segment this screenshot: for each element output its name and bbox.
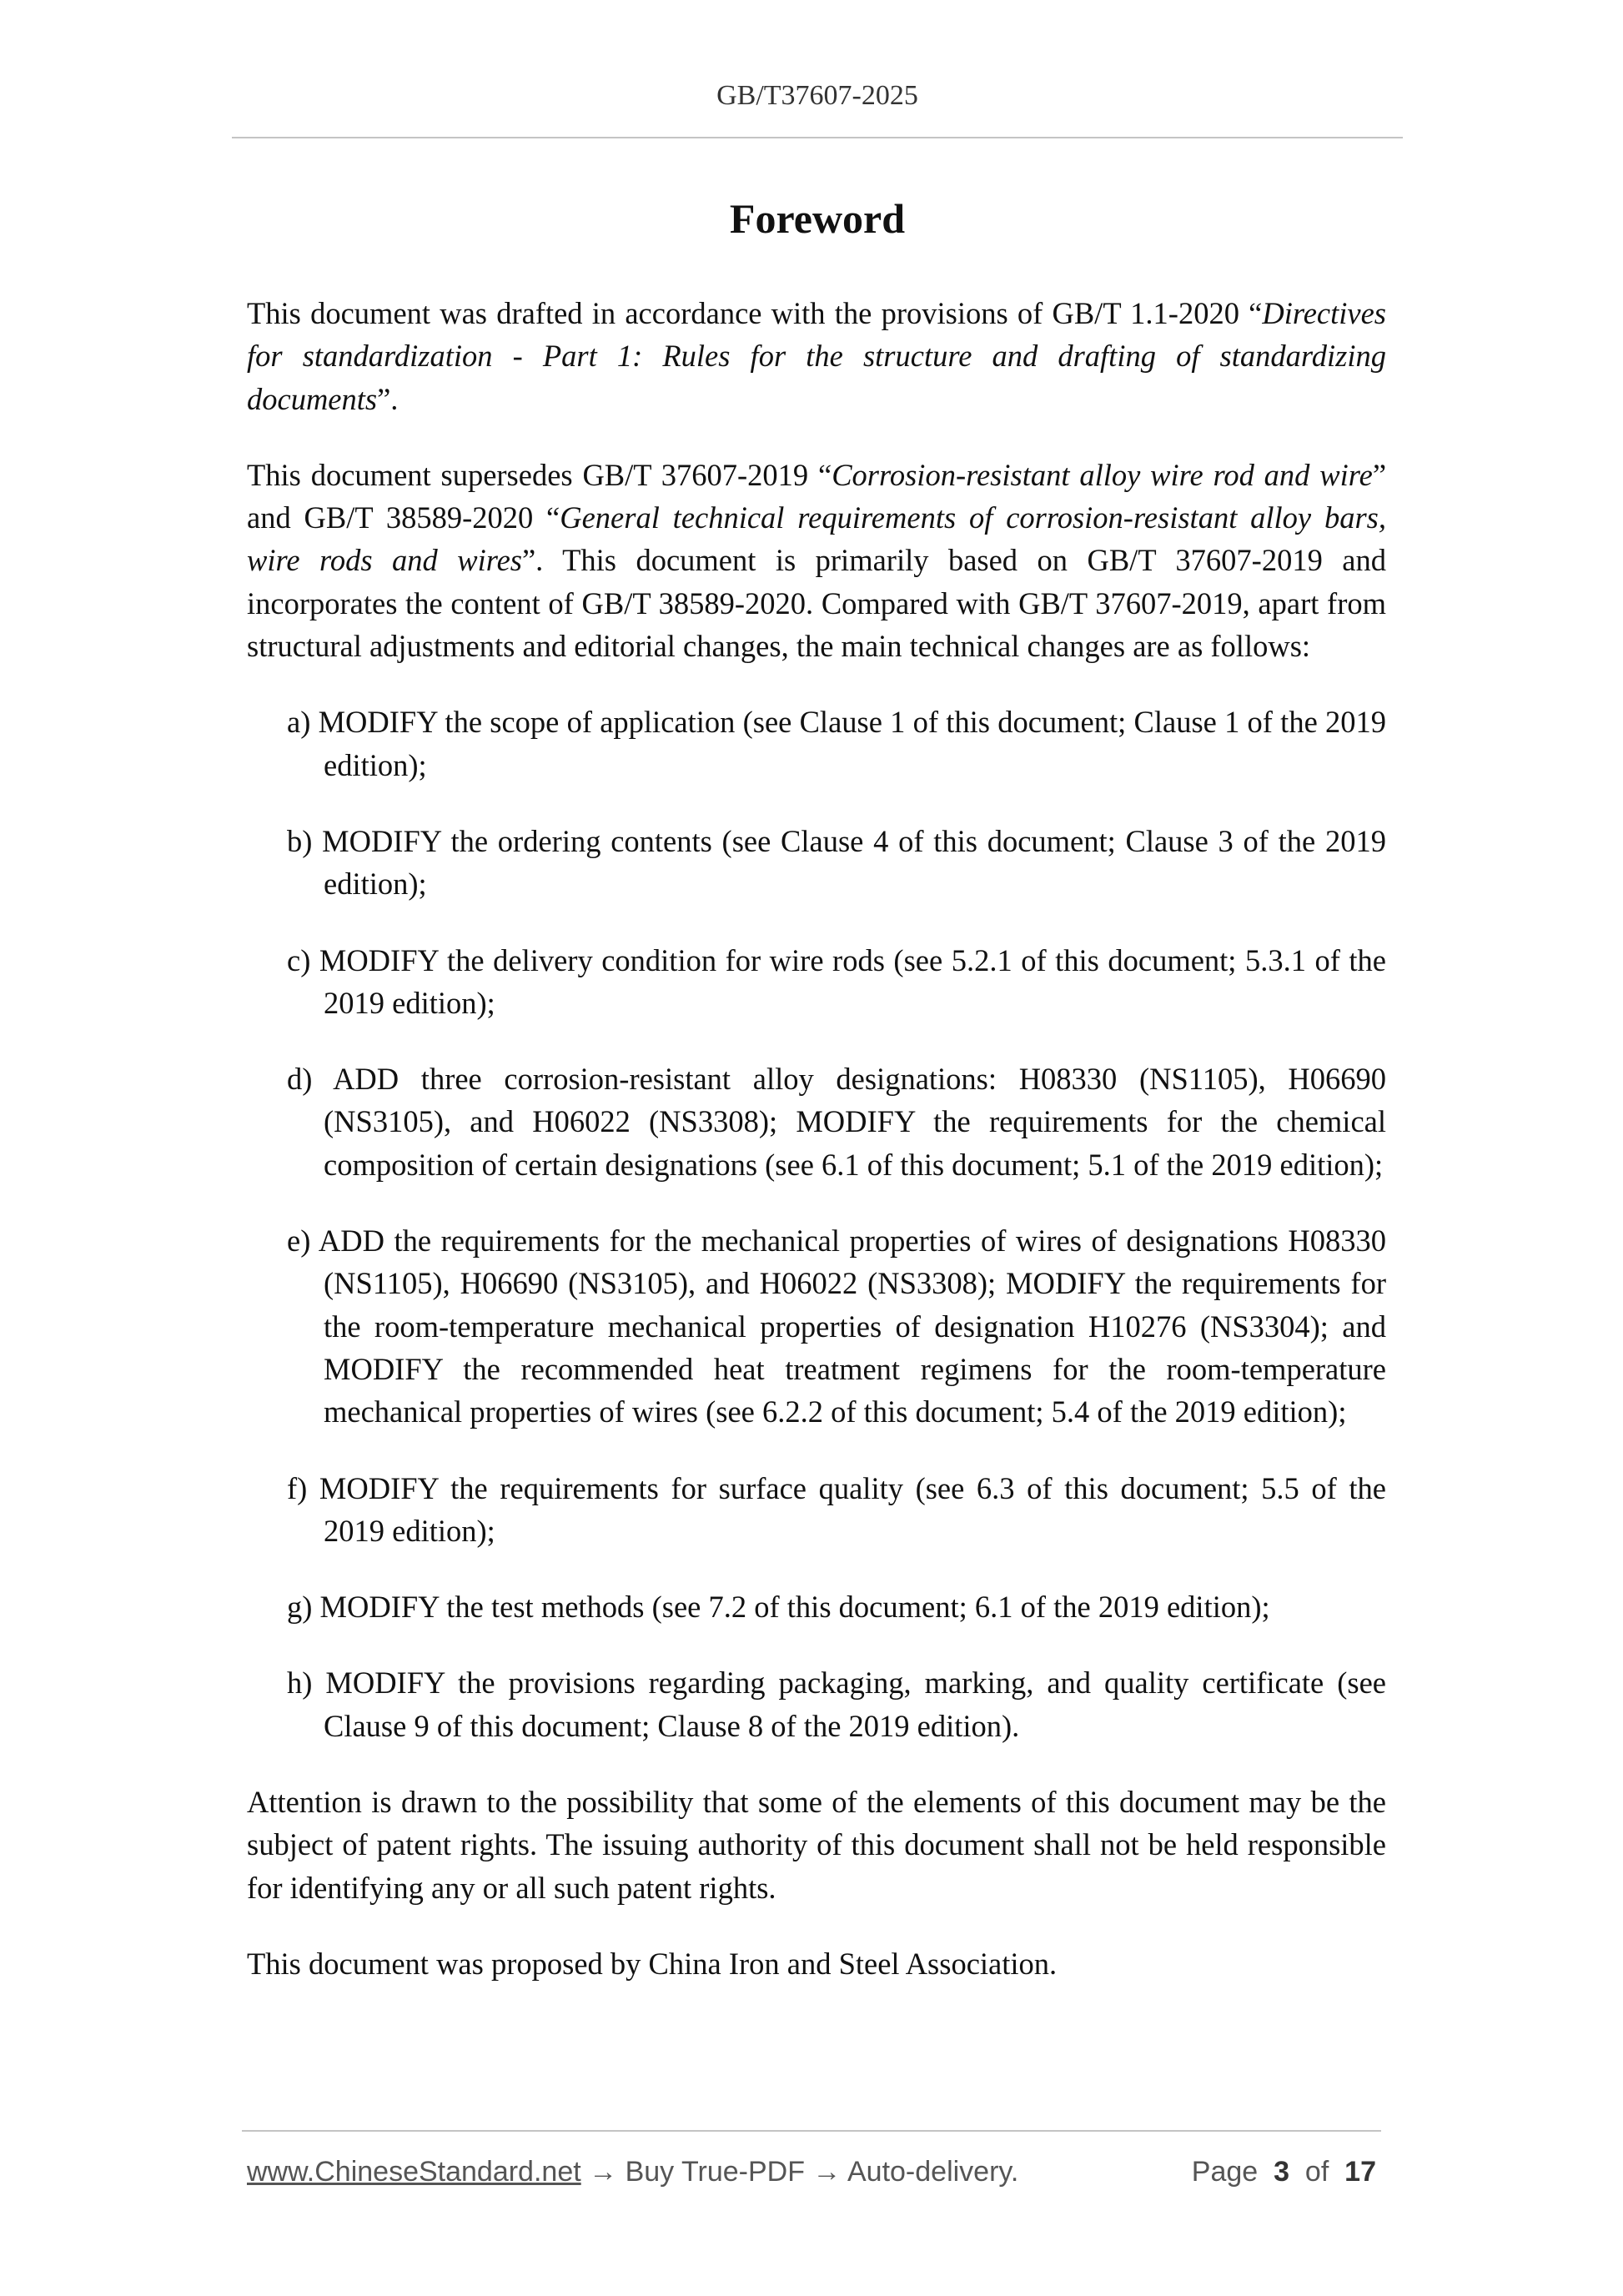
list-item: a) MODIFY the scope of application (see Clause 1 of this document; Clause 1 of the 2019 edition);: [287, 705, 1386, 782]
list-item: e) ADD the requirements for the mechanical properties of wires of designations H08330 (NS1105), H06690 (NS3105), and H06022 (NS3308); MODIFY the requirements for the room-temperature mechanical properties of designation H10276 (NS3304); and MODIFY the recommended heat treatment regimens for the room-temperature mechanical properties of wires (see 6.2.2 of this document; 5.4 of the 2019 edition);: [287, 1223, 1386, 1429]
list-item: g) MODIFY the test methods (see 7.2 of this document; 6.1 of the 2019 edition);: [287, 1590, 1270, 1625]
footer-divider: [242, 2130, 1381, 2132]
paragraph-drafting-basis: [247, 292, 1386, 420]
foreword-body: [247, 292, 1386, 2018]
paragraph-text: ”. This document is primarily based on GB/T 37607-2019 and incorporates the content of GB/T 38589-2020. Compared with GB/T 37607-2019, apart from structural adjustments and editorial changes, the main technical changes are as follows:: [247, 543, 1386, 664]
page-indicator: [1192, 2156, 1376, 2188]
page-title: Foreword: [729, 195, 906, 242]
document-code-header: GB/T37607-2025: [716, 80, 918, 111]
list-item: d) ADD three corrosion-resistant alloy designations: H08330 (NS1105), H06690 (NS3105), and H06022 (NS3308); MODIFY the requirements for the chemical composition of certain designations (see 6.1 of this document; 5.1 of the 2019 edition);: [287, 1062, 1386, 1182]
paragraph-text: This document was drafted in accordance with the provisions of GB/T 1.1-2020 “: [247, 296, 1263, 330]
italic-standard-title: Corrosion-resistant alloy wire rod and wire: [832, 457, 1373, 492]
list-item: c) MODIFY the delivery condition for wire rods (see 5.2.1 of this document; 5.3.1 of the 2019 edition);: [287, 942, 1386, 1020]
footer-promo: [247, 2156, 1018, 2188]
of-label: of: [1304, 2156, 1329, 2188]
list-item: h) MODIFY the provisions regarding packaging, marking, and quality certificate (see Clause 9 of this document; Clause 8 of the 2019 edition).: [287, 1665, 1386, 1743]
italic-standard-title: Directives for standardization - Part 1: Rules for the structure and drafting of standardizing documents: [247, 296, 1386, 416]
paragraph-text: ”.: [377, 381, 399, 416]
paragraph-text: ” and GB/T 38589-2020 “: [247, 457, 1387, 535]
technical-changes-list: [247, 701, 1386, 1747]
header-divider: [232, 137, 1403, 138]
footer-promo-text: → Buy True-PDF → Auto-delivery.: [580, 2156, 1019, 2188]
paragraph-patent-notice: Attention is drawn to the possibility that some of the elements of this document may be the subject of patent rights. The issuing authority of this document shall not be held responsible for identifying any or all such patent rights.: [247, 1785, 1386, 1905]
page-total: 17: [1344, 2156, 1376, 2188]
website-link[interactable]: www.ChineseStandard.net: [247, 2156, 581, 2188]
list-item: b) MODIFY the ordering contents (see Clause 4 of this document; Clause 3 of the 2019 edition);: [287, 823, 1386, 902]
paragraph-text: This document supersedes GB/T 37607-2019 “: [247, 457, 832, 492]
italic-standard-title: General technical requirements of corrosion-resistant alloy bars, wire rods and wires: [247, 500, 1386, 578]
list-item: f) MODIFY the requirements for surface quality (see 6.3 of this document; 5.5 of the 2019 edition);: [287, 1470, 1386, 1548]
page-number: 3: [1274, 2156, 1289, 2188]
paragraph-proposer: This document was proposed by China Iron and Steel Association.: [247, 1946, 1058, 1981]
paragraph-supersedes: [247, 454, 1386, 667]
page-label: Page: [1191, 2156, 1259, 2188]
